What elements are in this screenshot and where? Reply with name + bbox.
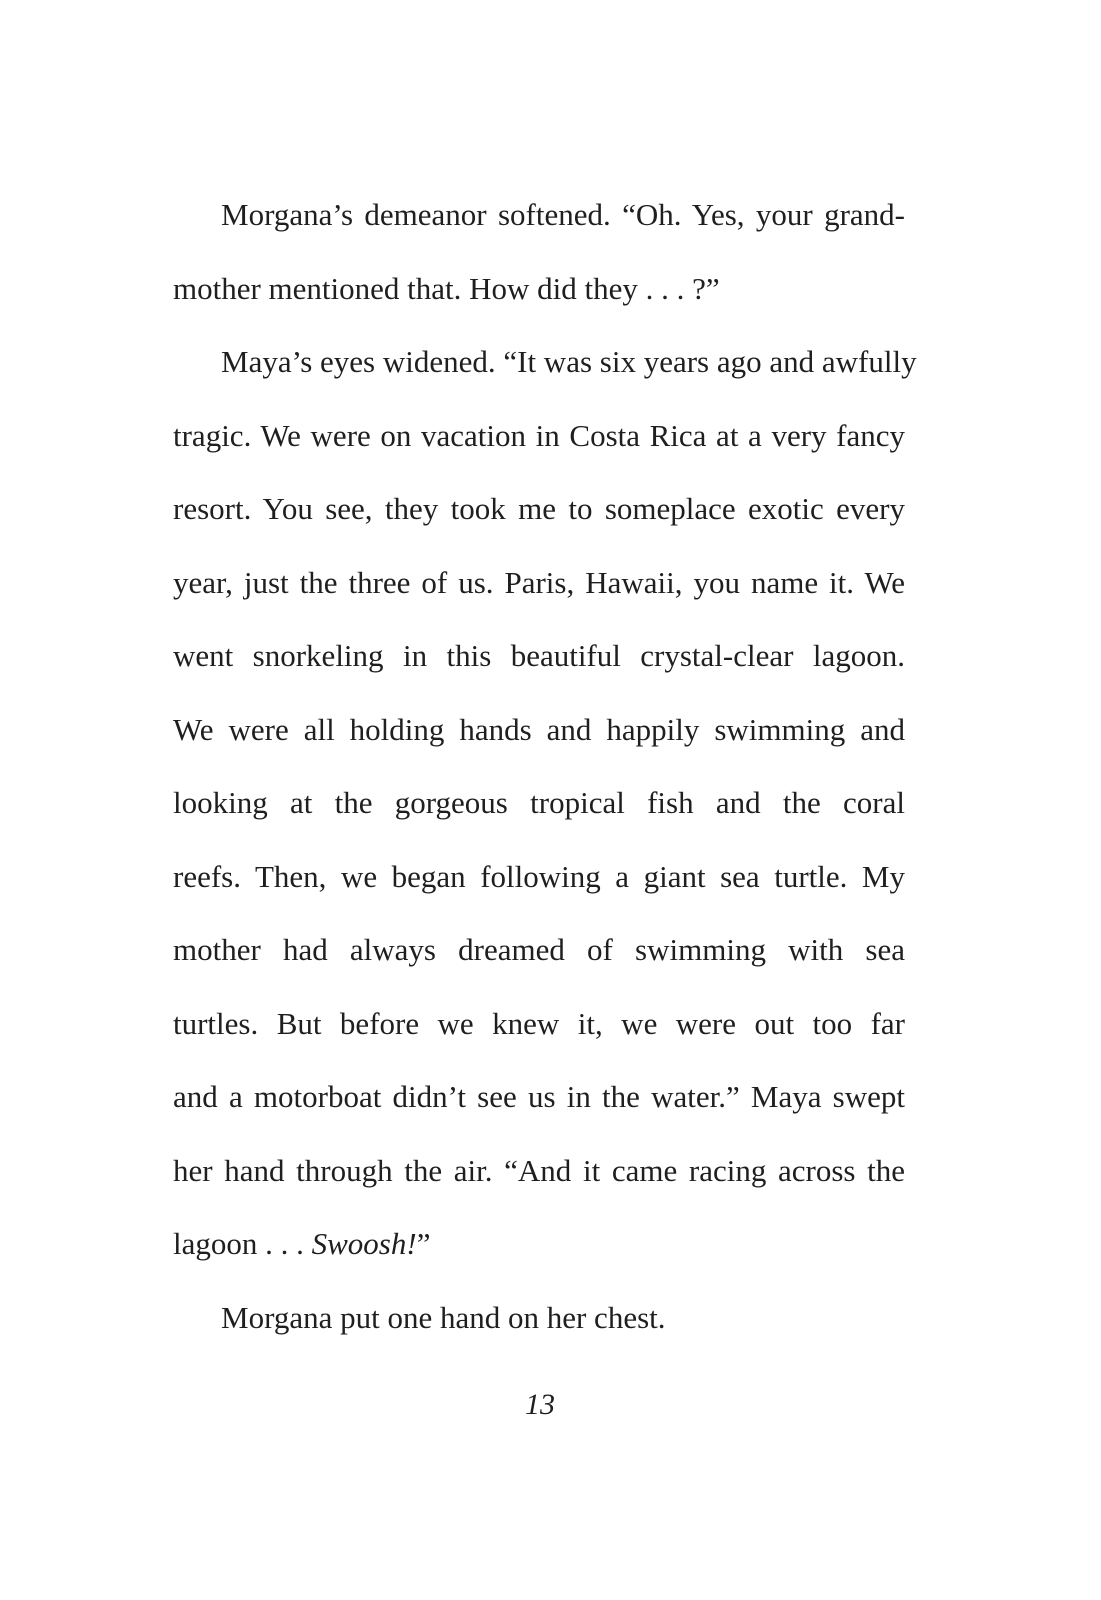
- text-line: Maya’s eyes widened. “It was six years ago and awfully: [221, 344, 917, 379]
- text-line: went snorkeling in this beautiful crystal-clear lagoon.: [173, 638, 905, 673]
- text-line: and a motorboat didn’t see us in the water.” Maya swept: [173, 1079, 905, 1114]
- text-line-last: [173, 1219, 905, 1269]
- page-number: 13: [525, 1388, 555, 1421]
- text-line: her hand through the air. “And it came racing across the: [173, 1153, 905, 1188]
- text-line: Morgana’s demeanor softened. “Oh. Yes, your grand-: [221, 197, 905, 232]
- text-line: mother mentioned that. How did they . . . ?”: [173, 271, 720, 306]
- text-fragment: ”: [416, 1226, 431, 1261]
- text-line: year, just the three of us. Paris, Hawaii, you name it. We: [173, 565, 905, 600]
- text-line: We were all holding hands and happily swimming and: [173, 712, 905, 747]
- text-line: turtles. But before we knew it, we were out too far: [173, 1006, 905, 1041]
- italic-word: Swoosh!: [311, 1226, 417, 1261]
- text-line: mother had always dreamed of swimming with sea: [173, 932, 905, 967]
- final-paragraph: Morgana put one hand on her chest.: [221, 1300, 666, 1335]
- text-line: tragic. We were on vacation in Costa Rica at a very fancy: [173, 418, 905, 453]
- text-line: resort. You see, they took me to someplace exotic every: [173, 491, 905, 526]
- text-line: reefs. Then, we began following a giant sea turtle. My: [173, 859, 905, 894]
- text-line: looking at the gorgeous tropical fish and the coral: [173, 785, 905, 820]
- text-fragment: lagoon . . .: [173, 1226, 312, 1261]
